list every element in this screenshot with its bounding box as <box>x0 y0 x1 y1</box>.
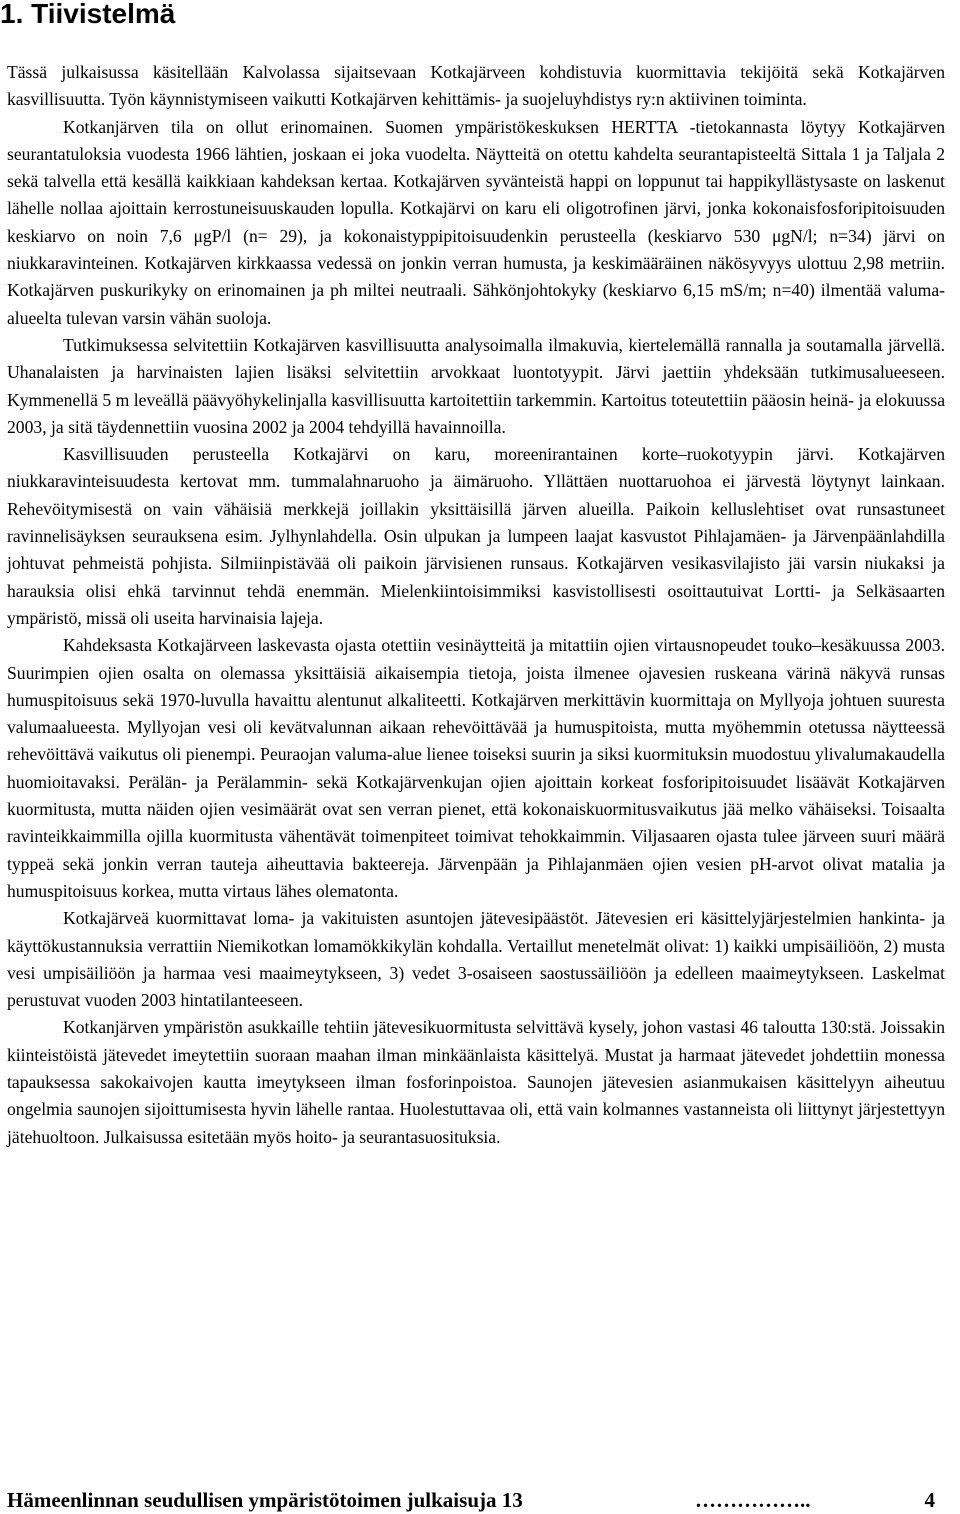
publication-series-title: Hämeenlinnan seudullisen ympäristötoimen julkaisuja 13 <box>7 1488 523 1512</box>
summary-body <box>7 59 945 1151</box>
section-heading: 1. Tiivistelmä <box>0 0 176 29</box>
footer-dots: …………….. <box>695 1488 811 1512</box>
paragraph: Kasvillisuuden perusteella Kotkajärvi on karu, moreenirantainen korte–ruokotyypin järvi. Kotkajärven niukkaravinteisuudesta kertovat mm. tummalahnaruoho ja äimäruoho. Yllättäen nuottaruohoa ei järvestä löytynyt lainkaan. Rehevöitymisestä on vain vähäisiä merkkejä joillakin yksittäisillä järven alueilla. Paikoin kelluslehtiset ovat runsastuneet ravinnelisäyksen seurauksena esim. Jylhynlahdella. Osin ulpukan ja lumpeen laajat kasvustot Pihlajamäen- ja Järvenpäänlahdilla johtuvat pehmeistä pohjista. Silmiinpistävää oli paikoin järvisienen runsaus. Kotkajärven vesikasvilajisto jäi varsin niukaksi ja harauksia olisi ehkä tarvinnut tehdä enemmän. Mielenkiintoisimmiksi kasvistollisesti osoittautuivat Lortti- ja Selkäsaarten ympäristö, missä oli useita harvinaisia lajeja. <box>7 444 945 628</box>
paragraph: Kotkajärveä kuormittavat loma- ja vakituisten asuntojen jätevesipäästöt. Jätevesien eri käsittelyjärjestelmien hankinta- ja käyttökustannuksia verrattiin Niemikotkan lomamökkikylän kohdalla. Vertaillut menetelmät olivat: 1) kaikki umpisäiliöön, 2) musta vesi umpisäiliöön ja harmaa vesi maaimeytykseen, 3) vedet 3-osaiseen saostussäiliöön ja edelleen maaimeytykseen. Laskelmat perustuvat vuoden 2003 hintatilanteeseen. <box>7 908 945 1011</box>
paragraph: Tutkimuksessa selvitettiin Kotkajärven kasvillisuutta analysoimalla ilmakuvia, kiertelemällä rannalla ja soutamalla järvellä. Uhanalaisten ja harvinaisten lajien lisäksi selvitettiin arvokkaat luontotyypit. Järvi jaettiin yhdeksään tutkimusalueeseen. Kymmenellä 5 m leveällä päävyöhykelinjalla kasvillisuutta kartoitettiin tarkemmin. Kartoitus toteutettiin pääosin heinä- ja elokuussa 2003, ja sitä täydennettiin vuosina 2002 ja 2004 tehdyillä havainnoilla. <box>7 334 945 437</box>
paragraph: Kahdeksasta Kotkajärveen laskevasta ojasta otettiin vesinäytteitä ja mitattiin ojien virtausnopeudet touko–kesäkuussa 2003. Suurimpien ojien osalta on olemassa yksittäisiä aikaisempia tietoja, joista ilmenee ojavesien ruskeana värinä näkyvä runsas humuspitoisuus sekä 1970-luvulla havaittu alentunut alkaliteetti. Kotkajärven merkittävin kuormittaja on Myllyoja johtuen suuresta valumaalueesta. Myllyojan vesi oli kevätvalunnan aikaan rehevöittävää ja humuspitoista, mutta myöhemmin otetussa näytteessä rehevöittävä vaikutus oli pienempi. Peuraojan valuma-alue lienee toiseksi suurin ja siksi kuormituksin muodostuu ylivalumakaudella huomioitavaksi. Perälän- ja Perälammin- sekä Kotkajärvenkujan ojien ajoittain korkeat fosforipitoisuudet lisäävät Kotkajärven kuormitusta, mutta näiden ojien vesimäärät ovat sen verran pienet, että kokonaiskuormitusvaikutus jää melko vähäiseksi. Toisaalta ravinteikkaimmilla ojilla kuormitusta vähentävät toimenpiteet toimivat tehokkaimmin. Viljasaaren ojasta tulee järveen suuri määrä typpeä sekä jonkin verran tauteja aiheuttavia bakteereja. Järvenpään ja Pihlajanmäen ojien vesien pH-arvot olivat matalia ja humuspitoisuus korkea, mutta virtaus lähes olematonta. <box>7 635 945 901</box>
paragraph: Kotkanjärven ympäristön asukkaille tehtiin jätevesikuormitusta selvittävä kysely, johon vastasi 46 taloutta 130:stä. Joissakin kiinteistöistä jätevedet imeytettiin suoraan maahan ilman minkäänlaista käsittelyä. Mustat ja harmaat jätevedet johdettiin monessa tapauksessa sakokaivojen kautta imeytykseen ilman fosforinpoistoa. Saunojen jätevesien asianmukaisen käsittelyyn aiheutuu ongelmia saunojen sijoittumisesta hyvin lähelle rantaa. Huolestuttavaa oli, että vain kolmannes vastanneista oli liittynyt järjestettyyn jätehuoltoon. Julkaisussa esitetään myös hoito- ja seurantasuosituksia. <box>7 1017 945 1147</box>
paragraph: Tässä julkaisussa käsitellään Kalvolassa sijaitsevaan Kotkajärveen kohdistuvia kuormittavia tekijöitä sekä Kotkajärven kasvillisuutta. Työn käynnistymiseen vaikutti Kotkajärven kehittämis- ja suojeluyhdistys ry:n aktiivinen toiminta. <box>7 62 945 110</box>
paragraph: Kotkanjärven tila on ollut erinomainen. Suomen ympäristökeskuksen HERTTA -tietokannasta löytyy Kotkajärven seurantatuloksia vuodesta 1966 lähtien, joskaan ei joka vuodelta. Näytteitä on otettu kahdelta seurantapisteeltä Sittala 1 ja Taljala 2 sekä talvella että kesällä kaikkiaan kahdeksan kertaa. Kotkajärven syvänteistä happi on loppunut tai happikyllästysaste on laskenut lähelle nollaa ajoittain kerrostuneisuuskauden lopulla. Kotkajärvi on karu eli oligotrofinen järvi, jonka kokonaisfosforipitoisuuden keskiarvo on noin 7,6 μgP/l (n= 29), ja kokonaistyppipitoisuudenkin perusteella (keskiarvo 530 μgN/l; n=34) järvi on niukkaravinteinen. Kotkajärven kirkkaassa vedessä on jonkin verran humusta, ja keskimääräinen näkösyvyys ulottuu 2,98 metriin. Kotkajärven puskurikyky on erinomainen ja ph miltei neutraali. Sähkönjohtokyky (keskiarvo 6,15 mS/m; n=40) ilmentää valuma-alueelta tulevan varsin vähän suoloja. <box>7 116 945 328</box>
page-footer <box>7 1486 935 1514</box>
page-number: 4 <box>924 1488 935 1512</box>
